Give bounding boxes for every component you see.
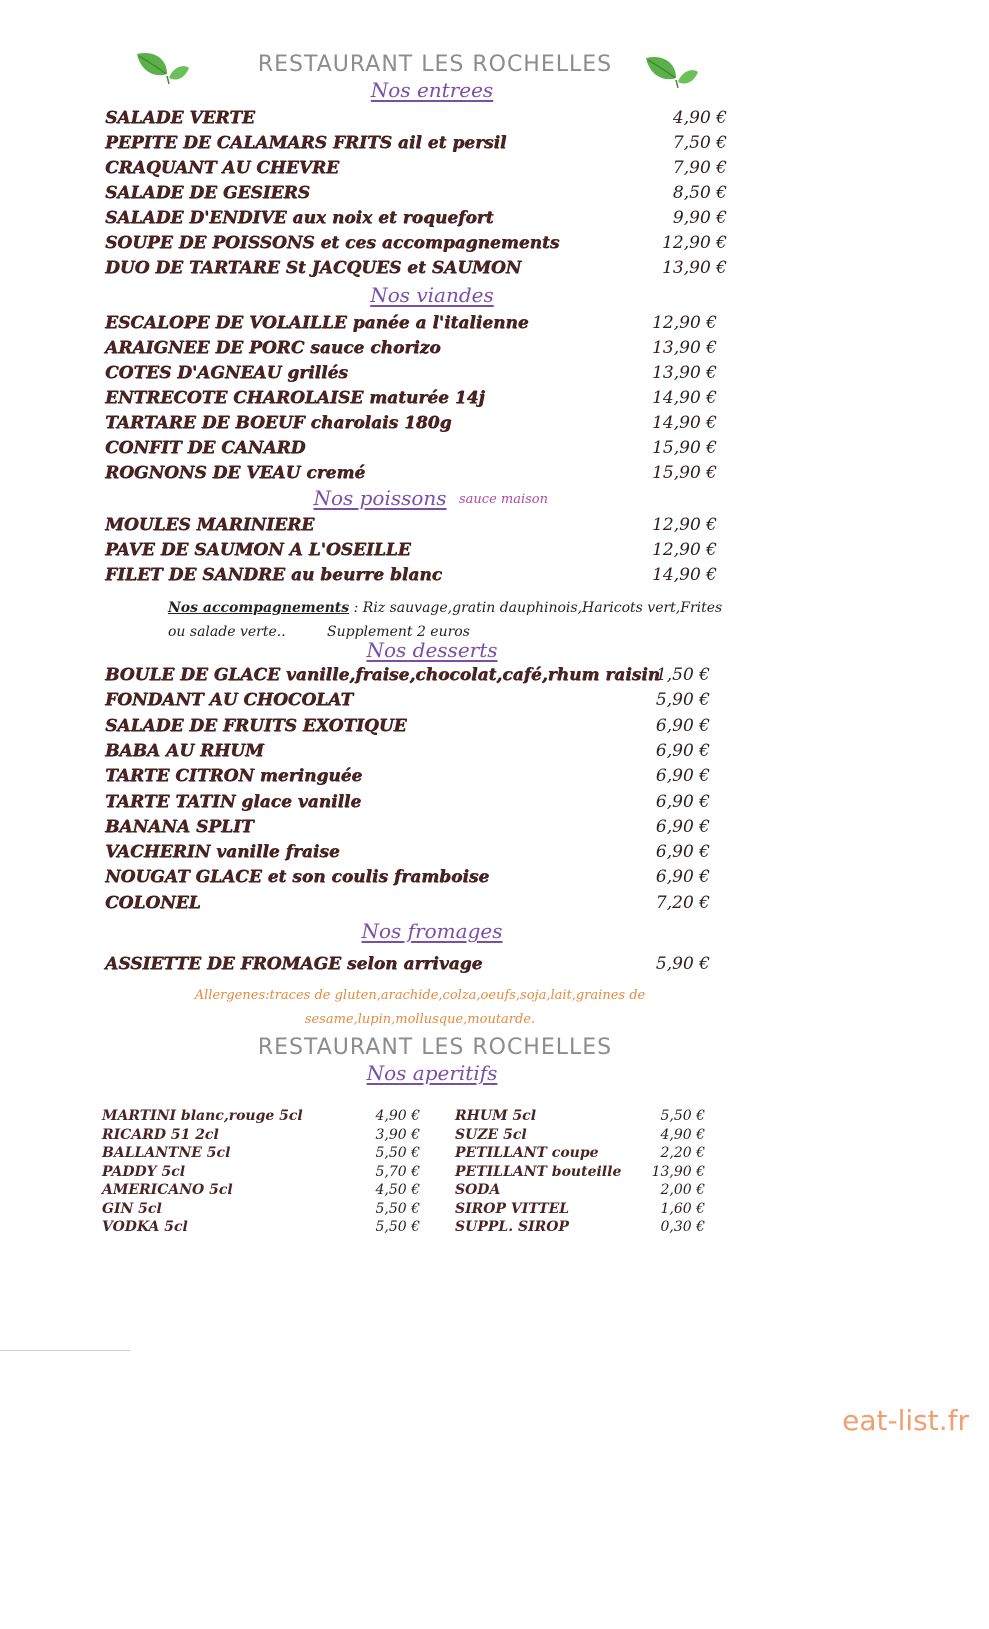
item-name: FILET DE SANDRE au beurre blanc bbox=[105, 565, 442, 585]
item-name: SALADE VERTE bbox=[105, 108, 255, 128]
aperitif-name: MARTINI blanc,rouge 5cl bbox=[102, 1108, 303, 1124]
item-name: ROGNONS DE VEAU cremé bbox=[105, 463, 366, 483]
item-name: SOUPE DE POISSONS et ces accompagnements bbox=[105, 233, 560, 253]
aperitif-price: 5,50 € bbox=[375, 1200, 420, 1217]
item-name: FONDANT AU CHOCOLAT bbox=[105, 690, 353, 711]
divider-line bbox=[0, 1350, 130, 1351]
aperitif-price: 4,90 € bbox=[375, 1108, 420, 1124]
menu-row bbox=[105, 338, 717, 362]
item-price: 7,90 € bbox=[672, 158, 727, 178]
supplement-note: Supplement 2 euros bbox=[327, 624, 470, 640]
item-name: TARTE TATIN glace vanille bbox=[105, 791, 362, 812]
item-price: 8,50 € bbox=[672, 183, 727, 203]
item-name: ESCALOPE DE VOLAILLE panée a l'italienne bbox=[105, 313, 529, 333]
item-price: 12,90 € bbox=[652, 313, 717, 333]
aperitif-price: 0,30 € bbox=[660, 1219, 705, 1235]
item-price: 5,90 € bbox=[655, 690, 710, 711]
item-price: 1,50 € bbox=[655, 665, 710, 685]
section-title-viandes: Nos viandes bbox=[370, 283, 494, 307]
aperitif-price: 2,20 € bbox=[660, 1145, 705, 1161]
menu-row bbox=[105, 665, 710, 689]
aperitif-price: 1,60 € bbox=[660, 1200, 705, 1217]
menu-row bbox=[105, 741, 710, 765]
item-price: 7,50 € bbox=[672, 133, 727, 153]
aperitif-price: 4,90 € bbox=[660, 1126, 705, 1143]
aperitif-name: RICARD 51 2cl bbox=[102, 1126, 219, 1143]
restaurant-title-2: RESTAURANT LES ROCHELLES bbox=[257, 1035, 613, 1060]
item-name: SALADE DE GESIERS bbox=[105, 183, 310, 203]
footer-watermark: eat-list.fr bbox=[842, 1404, 969, 1437]
item-name: PEPITE DE CALAMARS FRITS ail et persil bbox=[105, 133, 507, 153]
item-name: SALADE DE FRUITS EXOTIQUE bbox=[105, 715, 407, 736]
aperitif-name: VODKA 5cl bbox=[102, 1219, 188, 1235]
item-price: 6,90 € bbox=[655, 766, 710, 787]
aperitif-price: 4,50 € bbox=[375, 1182, 420, 1198]
aperitif-price: 5,70 € bbox=[375, 1163, 420, 1180]
item-price: 9,90 € bbox=[672, 208, 727, 228]
allergenes-line-2: sesame,lupin,mollusque,moutarde. bbox=[304, 1012, 536, 1027]
item-name: BABA AU RHUM bbox=[105, 740, 264, 761]
menu-row bbox=[105, 258, 727, 282]
item-name: ASSIETTE DE FROMAGE selon arrivage bbox=[105, 954, 483, 974]
item-name: NOUGAT GLACE et son coulis framboise bbox=[105, 867, 490, 888]
aperitif-price: 2,00 € bbox=[660, 1182, 705, 1198]
item-name: CONFIT DE CANARD bbox=[105, 438, 306, 458]
aperitif-name: AMERICANO 5cl bbox=[102, 1182, 233, 1198]
item-price: 15,90 € bbox=[652, 438, 717, 458]
item-price: 13,90 € bbox=[662, 258, 727, 278]
item-name: ARAIGNEE DE PORC sauce chorizo bbox=[105, 338, 441, 358]
menu-row bbox=[105, 463, 717, 487]
section-title-aperitifs: Nos aperitifs bbox=[366, 1061, 498, 1085]
item-price: 7,20 € bbox=[655, 892, 710, 913]
menu-row bbox=[105, 158, 727, 182]
menu-row bbox=[105, 133, 727, 157]
item-price: 6,90 € bbox=[655, 842, 710, 863]
accompagnements-label: Nos accompagnements bbox=[168, 600, 350, 616]
menu-row bbox=[105, 108, 727, 132]
aperitif-name: SUZE 5cl bbox=[455, 1126, 527, 1143]
item-price: 15,90 € bbox=[652, 463, 717, 483]
section-title-entrees: Nos entrees bbox=[370, 78, 494, 102]
menu-row bbox=[105, 716, 710, 740]
item-price: 12,90 € bbox=[652, 515, 717, 535]
menu-row bbox=[105, 183, 727, 207]
aperitif-price: 5,50 € bbox=[375, 1219, 420, 1235]
aperitif-name: PETILLANT bouteille bbox=[455, 1163, 622, 1180]
menu-row bbox=[105, 363, 717, 387]
menu-row bbox=[105, 208, 727, 232]
menu-row bbox=[105, 515, 717, 539]
menu-row bbox=[105, 954, 710, 978]
menu-row bbox=[105, 565, 717, 589]
aperitif-name: PADDY 5cl bbox=[102, 1163, 186, 1180]
item-price: 12,90 € bbox=[652, 540, 717, 560]
aperitif-name: PETILLANT coupe bbox=[455, 1145, 599, 1161]
aperitif-name: SUPPL. SIROP bbox=[455, 1219, 569, 1235]
menu-row bbox=[105, 313, 717, 337]
menu-row bbox=[105, 540, 717, 564]
menu-row bbox=[105, 867, 710, 891]
menu-row bbox=[105, 766, 710, 790]
item-price: 5,90 € bbox=[655, 954, 710, 974]
menu-row bbox=[105, 413, 717, 437]
section-title-desserts: Nos desserts bbox=[366, 638, 498, 662]
aperitif-name: SIROP VITTEL bbox=[455, 1200, 570, 1217]
item-price: 6,90 € bbox=[655, 867, 710, 888]
aperitif-price: 5,50 € bbox=[375, 1145, 420, 1161]
aperitif-price: 5,50 € bbox=[660, 1108, 705, 1124]
menu-row bbox=[105, 792, 710, 816]
menu-row bbox=[105, 817, 710, 841]
item-name: BANANA SPLIT bbox=[105, 816, 254, 837]
item-price: 12,90 € bbox=[662, 233, 727, 253]
aperitif-name: SODA bbox=[455, 1182, 501, 1198]
item-price: 6,90 € bbox=[655, 816, 710, 837]
menu-row bbox=[105, 438, 717, 462]
section-title-poissons: Nos poissons bbox=[313, 486, 447, 510]
restaurant-title: RESTAURANT LES ROCHELLES bbox=[257, 52, 613, 77]
allergenes-line-1: Allergenes:traces de gluten,arachide,colza,oeufs,soja,lait,graines de bbox=[194, 988, 646, 1003]
menu-row bbox=[105, 690, 710, 714]
aperitif-name: RHUM 5cl bbox=[455, 1108, 537, 1124]
item-name: VACHERIN vanille fraise bbox=[105, 842, 340, 863]
item-name: COLONEL bbox=[105, 892, 201, 913]
menu-row bbox=[105, 388, 717, 412]
item-price: 14,90 € bbox=[652, 388, 717, 408]
item-name: TARTE CITRON meringuée bbox=[105, 766, 363, 787]
aperitif-price: 3,90 € bbox=[375, 1126, 420, 1143]
item-price: 6,90 € bbox=[655, 740, 710, 761]
item-name: PAVE DE SAUMON A L'OSEILLE bbox=[105, 540, 411, 560]
item-name: CRAQUANT AU CHEVRE bbox=[105, 158, 340, 178]
aperitif-price: 13,90 € bbox=[651, 1163, 705, 1180]
item-name: MOULES MARINIERE bbox=[105, 515, 315, 535]
item-name: BOULE DE GLACE vanille,fraise,chocolat,café,rhum raisin bbox=[105, 665, 661, 685]
item-price: 14,90 € bbox=[652, 413, 717, 433]
item-name: ENTRECOTE CHAROLAISE maturée 14j bbox=[105, 388, 485, 408]
item-price: 13,90 € bbox=[652, 363, 717, 383]
item-price: 14,90 € bbox=[652, 565, 717, 585]
aperitif-name: GIN 5cl bbox=[102, 1200, 162, 1217]
item-price: 4,90 € bbox=[672, 108, 727, 128]
poissons-note: sauce maison bbox=[459, 492, 549, 507]
accompagnements-text-2: ou salade verte.. bbox=[168, 624, 286, 640]
accompagnements-text: : Riz sauvage,gratin dauphinois,Haricots vert,Frites bbox=[353, 600, 723, 616]
item-name: TARTARE DE BOEUF charolais 180g bbox=[105, 413, 452, 433]
menu-row bbox=[105, 233, 727, 257]
item-price: 6,90 € bbox=[655, 791, 710, 812]
aperitif-name: BALLANTNE 5cl bbox=[102, 1145, 231, 1161]
menu-row bbox=[105, 893, 710, 917]
item-name: DUO DE TARTARE St JACQUES et SAUMON bbox=[105, 258, 522, 278]
item-price: 6,90 € bbox=[655, 715, 710, 736]
item-price: 13,90 € bbox=[652, 338, 717, 358]
item-name: COTES D'AGNEAU grillés bbox=[105, 363, 348, 383]
menu-row bbox=[105, 842, 710, 866]
item-name: SALADE D'ENDIVE aux noix et roquefort bbox=[105, 208, 494, 228]
accompagnements-line bbox=[168, 600, 722, 616]
section-title-fromages: Nos fromages bbox=[361, 919, 503, 943]
